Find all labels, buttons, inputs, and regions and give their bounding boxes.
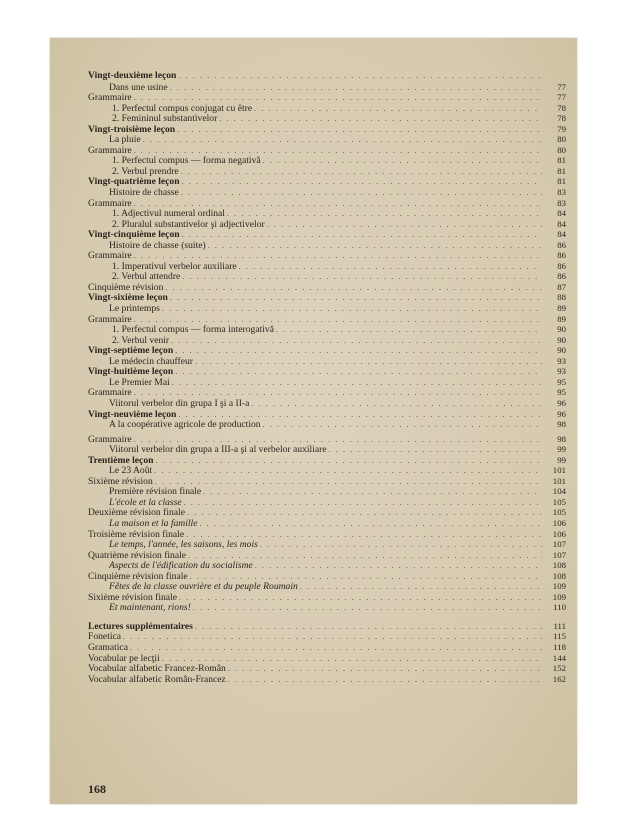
toc-entry-title: Le médecin chauffeur <box>109 355 193 367</box>
toc-entry-page: 106 <box>552 517 566 528</box>
toc-entry-title: Cinquième révision <box>88 281 164 293</box>
toc-entry-title: Vingt-deuxième leçon <box>88 70 177 81</box>
toc-entry <box>88 229 566 240</box>
toc-entry <box>88 292 566 303</box>
toc-entry <box>88 92 566 103</box>
toc-entry-title: 2. Verbul attendre <box>112 271 181 283</box>
toc-entry-title: Dans une usine <box>109 81 168 93</box>
toc-entry-title: Vingt-cinquième leçon <box>88 229 180 241</box>
toc-entry <box>88 240 566 251</box>
toc-entry-title: 1. Perfectul compus — forma interogativă <box>112 324 274 336</box>
toc-entry <box>88 621 566 632</box>
toc-entry-title: 1. Perfectul compus — forma negativă <box>112 155 261 167</box>
toc-entry-page: 86 <box>557 239 566 250</box>
toc-entry-title: Grammaire <box>88 92 132 104</box>
toc-entry-title: Vocabular alfabetic Român-Francez <box>88 673 226 685</box>
toc-entry <box>88 324 566 335</box>
toc-entry-title: Le temps, l'année, les saisons, les mois <box>109 539 258 551</box>
toc-entry-title: Vingt-neuvième leçon <box>88 408 177 420</box>
toc-entry-page: 89 <box>557 313 566 324</box>
toc-entry-page: 107 <box>552 539 566 550</box>
toc-entry-title: Aspects de l'édification du socialisme <box>109 560 253 572</box>
toc-entry-page: 93 <box>557 355 566 366</box>
table-of-contents <box>88 71 566 684</box>
toc-entry-title: 1. Imperativul verbelor auxiliare <box>112 260 237 272</box>
toc-entry-page: 98 <box>557 419 566 430</box>
page-number: 168 <box>88 782 106 796</box>
toc-entry <box>88 250 566 261</box>
toc-entry-title: Histoire de chasse <box>109 187 179 199</box>
toc-entry-title: Cinquième révision finale <box>88 570 188 582</box>
toc-entry <box>88 602 566 613</box>
toc-entry-title: Vingt-troisième leçon <box>88 123 176 135</box>
toc-entry-title: Le printemps <box>109 303 160 315</box>
toc-entry <box>88 444 566 455</box>
toc-entry <box>88 261 566 272</box>
toc-entry <box>88 560 566 571</box>
toc-entry <box>88 166 566 177</box>
toc-entry <box>88 356 566 367</box>
toc-entry-title: La maison et la famille <box>109 517 198 529</box>
toc-entry-page: 98 <box>557 433 566 444</box>
toc-entry-page: 95 <box>557 376 566 387</box>
toc-entry-title: Grammaire <box>88 433 132 445</box>
toc-entry-page: 152 <box>552 663 566 674</box>
toc-entry-title: Vocabular alfabetic Francez-Român <box>88 663 226 675</box>
toc-entry-page: 87 <box>557 281 566 292</box>
toc-entry-page: 144 <box>552 652 566 663</box>
toc-entry <box>88 642 566 653</box>
toc-entry-page: 99 <box>557 444 566 455</box>
toc-entry-page: 101 <box>552 475 566 486</box>
toc-entry-title: 2. Verbul prendre <box>112 165 179 177</box>
toc-entry <box>88 82 566 93</box>
toc-entry <box>88 653 566 664</box>
toc-entry-title: Vingt-sixième leçon <box>88 292 168 304</box>
toc-entry-title: Sixième révision <box>88 475 153 487</box>
toc-entry <box>88 476 566 487</box>
toc-entry-title: Le Premier Mai <box>109 376 170 388</box>
toc-entry-page: 84 <box>557 218 566 229</box>
toc-entry-title: Deuxième révision finale <box>88 507 185 519</box>
toc-entry <box>88 124 566 135</box>
toc-entry <box>88 187 566 198</box>
toc-entry-page: 77 <box>557 81 566 92</box>
toc-entry <box>88 208 566 219</box>
toc-entry-page: 115 <box>553 631 566 642</box>
toc-entry-page: 108 <box>552 560 566 571</box>
toc-entry <box>88 335 566 346</box>
toc-entry-title: 2. Femininul substantivelor <box>112 113 218 125</box>
toc-entry-page: 109 <box>552 581 566 592</box>
toc-entry <box>88 581 566 592</box>
toc-entry-page: 78 <box>557 113 566 124</box>
toc-entry <box>88 71 566 82</box>
toc-entry-title: Grammaire <box>88 387 132 399</box>
toc-entry-title: Histoire de chasse (suite) <box>109 239 206 251</box>
toc-entry-title: Vingt-huitième leçon <box>88 366 174 378</box>
toc-entry-page: 78 <box>557 102 566 113</box>
toc-entry-page: 77 <box>557 92 566 103</box>
toc-entry <box>88 518 566 529</box>
book-page <box>50 38 577 804</box>
toc-entry-page: 105 <box>552 496 566 507</box>
toc-entry-title: A la coopérative agricole de production <box>109 419 261 431</box>
toc-entry <box>88 465 566 476</box>
toc-entry-page: 80 <box>557 134 566 145</box>
toc-entry-title: Sixième révision finale <box>88 591 177 603</box>
toc-entry <box>88 592 566 603</box>
toc-entry <box>88 455 566 466</box>
toc-entry-page: 90 <box>557 324 566 335</box>
toc-entry-title: Vingt-septième leçon <box>88 345 174 357</box>
toc-entry-page: 86 <box>557 271 566 282</box>
toc-entry <box>88 550 566 561</box>
toc-entry-title: Vocabular pe lecţii <box>88 652 160 664</box>
toc-entry-title: Grammaire <box>88 250 132 262</box>
toc-entry-title: La pluie <box>109 134 141 146</box>
toc-entry-page: 107 <box>552 549 566 560</box>
toc-entry <box>88 145 566 156</box>
toc-entry-page: 80 <box>557 144 566 155</box>
toc-entry <box>88 282 566 293</box>
toc-entry-page: 84 <box>557 208 566 219</box>
toc-entry-page: 81 <box>557 155 566 166</box>
toc-entry <box>88 631 566 642</box>
toc-entry <box>88 434 566 445</box>
toc-entry <box>88 134 566 145</box>
toc-entry-page: 86 <box>557 260 566 271</box>
toc-entry <box>88 387 566 398</box>
toc-entry-page: 86 <box>557 250 566 261</box>
toc-entry-page: 95 <box>557 387 566 398</box>
toc-entry-title: Troisième révision finale <box>88 528 185 540</box>
toc-entry-title: Fonetica <box>88 631 122 643</box>
toc-entry-page: 83 <box>557 187 566 198</box>
toc-entry-title: Première révision finale <box>109 486 202 498</box>
toc-entry-title: Viitorul verbelor din grupa a III-a şi al verbelor auxiliare <box>109 444 327 456</box>
toc-entry-title: Grammaire <box>88 197 132 209</box>
toc-entry-page: 90 <box>557 345 566 356</box>
toc-entry <box>88 497 566 508</box>
toc-entry-page: 104 <box>552 486 566 497</box>
toc-entry <box>88 314 566 325</box>
toc-entry-title: Grammaire <box>88 313 132 325</box>
toc-entry-title: Viitorul verbelor din grupa I şi a II-a <box>109 397 250 409</box>
toc-entry-page: 81 <box>557 176 566 187</box>
toc-entry-page: 90 <box>557 334 566 345</box>
dot-leader <box>228 675 542 686</box>
toc-entry <box>88 419 566 430</box>
toc-entry <box>88 103 566 114</box>
toc-entry-page: 101 <box>552 465 566 476</box>
toc-entry <box>88 345 566 356</box>
toc-entry-title: Quatrième révision finale <box>88 549 187 561</box>
toc-entry-page: 108 <box>552 570 566 581</box>
toc-entry <box>88 271 566 282</box>
toc-entry <box>88 663 566 674</box>
toc-entry <box>88 219 566 230</box>
toc-entry-page: 96 <box>557 397 566 408</box>
toc-entry-title: Et maintenant, rions! <box>109 602 191 614</box>
toc-entry-title: 2. Verbul venir <box>112 334 170 346</box>
toc-entry <box>88 113 566 124</box>
toc-entry-page: 93 <box>557 366 566 377</box>
toc-entry-page: 162 <box>552 673 566 684</box>
toc-entry-title: Grammaire <box>88 144 132 156</box>
toc-entry-title: 1. Adjectivul numeral ordinal <box>112 208 225 220</box>
toc-entry-title: Le 23 Août <box>109 465 153 477</box>
toc-entry-page: 111 <box>553 620 566 631</box>
toc-entry-title: L'école et la classe <box>109 496 182 508</box>
toc-entry <box>88 507 566 518</box>
toc-entry-title: Vingt-quatrième leçon <box>88 176 180 188</box>
toc-entry-title: 2. Pluralul substantivelor şi adjectivelor <box>112 218 265 230</box>
toc-entry-page: 79 <box>557 123 566 134</box>
toc-entry-page: 88 <box>557 292 566 303</box>
toc-entry-page: 110 <box>553 602 566 613</box>
toc-entry-page: 96 <box>557 408 566 419</box>
toc-entry-page: 106 <box>552 528 566 539</box>
toc-entry-page: 109 <box>552 591 566 602</box>
toc-entry <box>88 366 566 377</box>
toc-entry-page: 84 <box>557 229 566 240</box>
dot-leader <box>178 71 542 82</box>
toc-entry <box>88 198 566 209</box>
toc-entry <box>88 176 566 187</box>
dot-leader <box>193 603 542 614</box>
toc-entry <box>88 486 566 497</box>
toc-entry <box>88 377 566 388</box>
toc-entry <box>88 398 566 409</box>
dot-leader <box>263 420 542 431</box>
toc-entry <box>88 571 566 582</box>
toc-entry-title: Fêtes de la classe ouvrière et du peuple Roumain <box>109 581 298 593</box>
toc-entry-page: 89 <box>557 303 566 314</box>
toc-entry-title: Lectures supplémentaires <box>88 620 193 632</box>
toc-entry <box>88 529 566 540</box>
toc-entry-title: 1. Perfectul compus conjugat cu être <box>112 102 253 114</box>
toc-entry-page: 81 <box>557 165 566 176</box>
toc-entry-page: 105 <box>552 507 566 518</box>
toc-entry-title: Gramatica <box>88 641 128 653</box>
toc-entry-page: 118 <box>553 641 566 652</box>
toc-entry <box>88 155 566 166</box>
toc-entry <box>88 303 566 314</box>
toc-entry <box>88 674 566 685</box>
toc-entry-title: Trentième leçon <box>88 454 154 466</box>
toc-entry <box>88 539 566 550</box>
toc-entry <box>88 409 566 420</box>
toc-entry-page: 83 <box>557 197 566 208</box>
toc-entry-page: 99 <box>557 454 566 465</box>
